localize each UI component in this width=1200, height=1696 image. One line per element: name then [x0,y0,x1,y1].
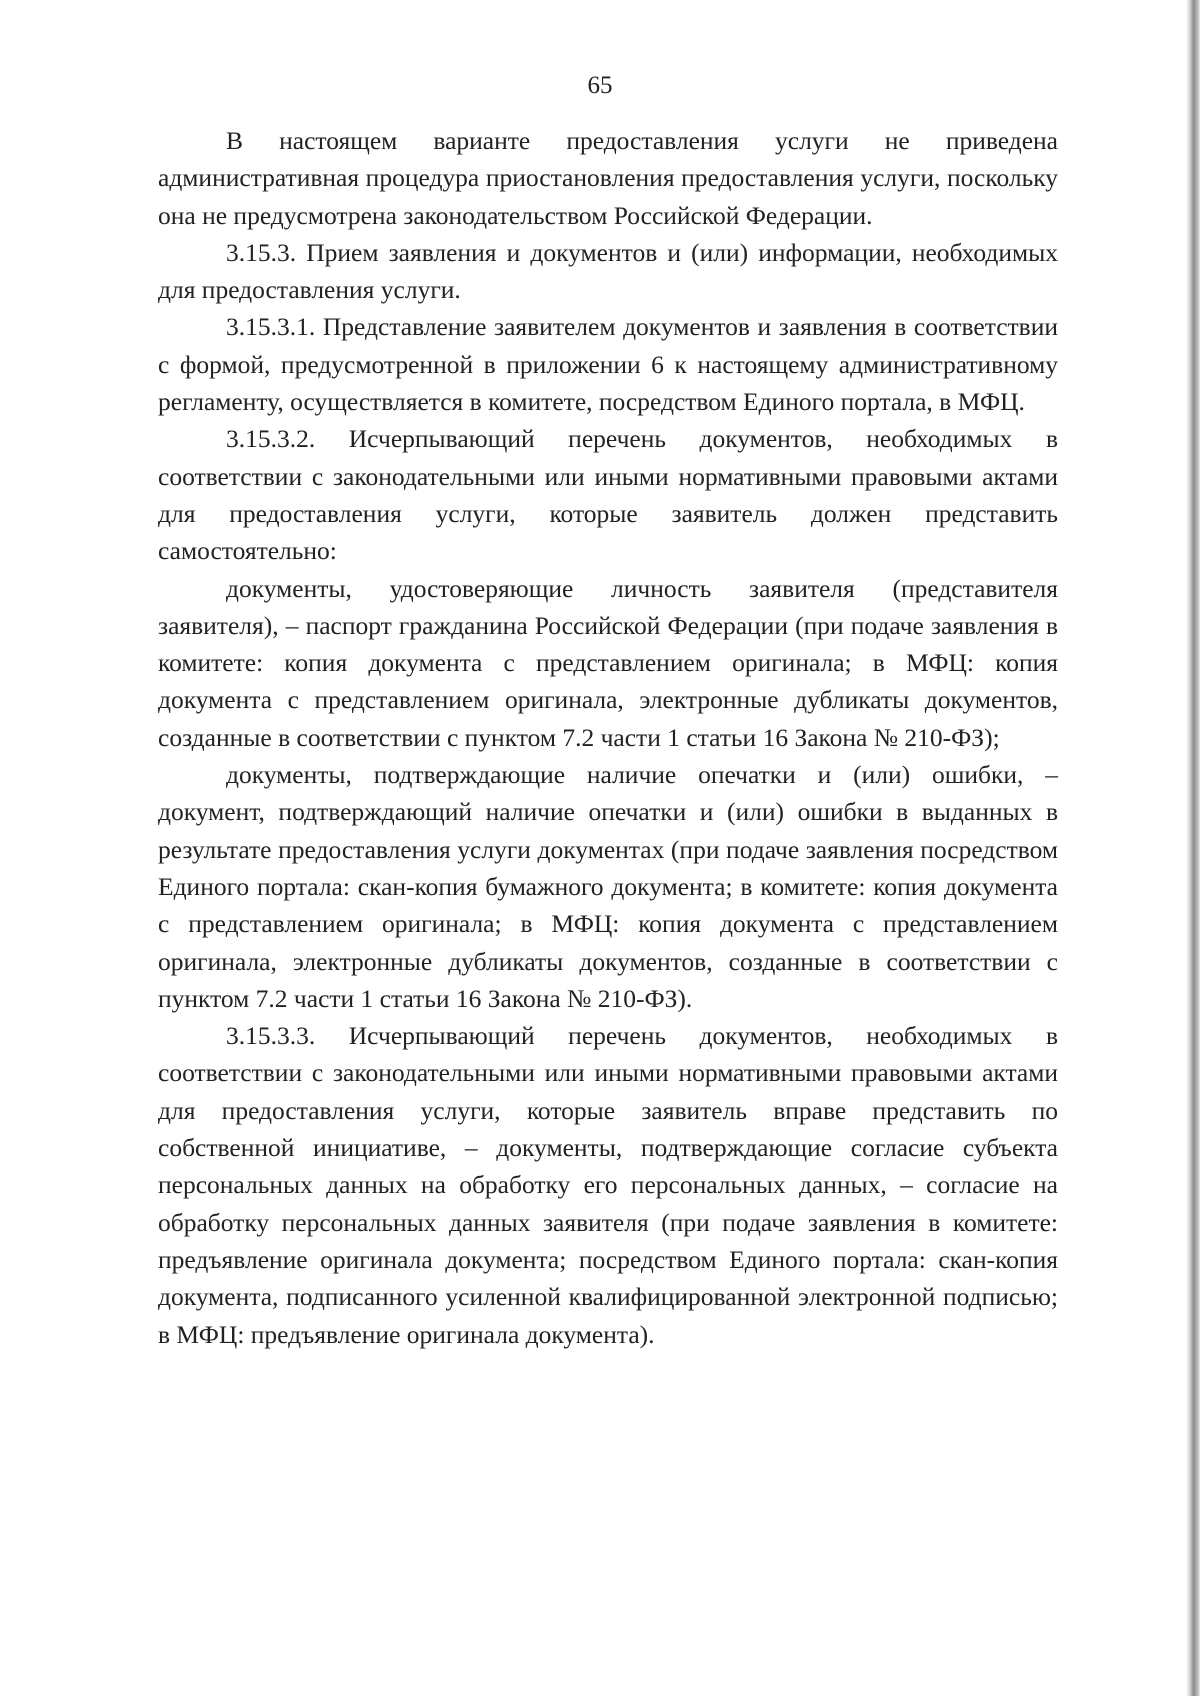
scan-edge-shadow [1186,0,1200,1696]
paragraph-3-15-3-3: 3.15.3.3. Исчерпывающий перечень документов, необходимых в соответствии с законодательными или иными нормативными правовыми актами для предоставления услуги, которые заявитель вправе представить по собственной инициативе, – документы, подтверждающие согласие субъекта персональных данных на обработку его персональных данных, – согласие на обработку персональных данных заявителя (при подаче заявления в комитете: предъявление оригинала документа; посредством Единого портала: скан-копия документа, подписанного усиленной квалифицированной электронной подписью; в МФЦ: предъявление оригинала документа). [158,1021,1058,1349]
paragraph-3-15-3-2: 3.15.3.2. Исчерпывающий перечень документов, необходимых в соответствии с законодательными или иными нормативными правовыми актами для предоставления услуги, которые заявитель должен представить самостоятельно: [158,424,1058,566]
document-body [158,122,1058,1353]
paragraph-suspension-note: В настоящем варианте предоставления услуги не приведена административная процедура приостановления предоставления услуги, поскольку она не предусмотрена законодательством Российской Федерации. [158,126,1058,230]
paragraph-3-15-3: 3.15.3. Прием заявления и документов и (или) информации, необходимых для предоставления услуги. [158,237,1058,305]
paragraph-3-15-3-1: 3.15.3.1. Представление заявителем документов и заявления в соответствии с формой, предусмотренной в приложении 6 к настоящему административному регламенту, осуществляется в комитете, посредством Единого портала, в МФЦ. [158,312,1058,417]
paragraph-identity-documents: документы, удостоверяющие личность заявителя (представителя заявителя), – паспорт гражданина Российской Федерации (при подаче заявления в комитете: копия документа с представлением оригинала; в МФЦ: копия документа с представлением оригинала, электронные дубликаты документов, созданные в соответствии с пунктом 7.2 части 1 статьи 16 Закона № 210-ФЗ); [158,573,1058,752]
page-number: 65 [587,72,613,99]
paragraph-error-documents: документы, подтверждающие наличие опечатки и (или) ошибки, – документ, подтверждающий наличие опечатки и (или) ошибки в выданных в результате предоставления услуги документах (при подаче заявления посредством Единого портала: скан-копия бумажного документа; в комитете: копия документа с представлением оригинала; в МФЦ: копия документа с представлением оригинала, электронные дубликаты документов, созданные в соответствии с пунктом 7.2 части 1 статьи 16 Закона № 210-ФЗ). [158,760,1058,1013]
